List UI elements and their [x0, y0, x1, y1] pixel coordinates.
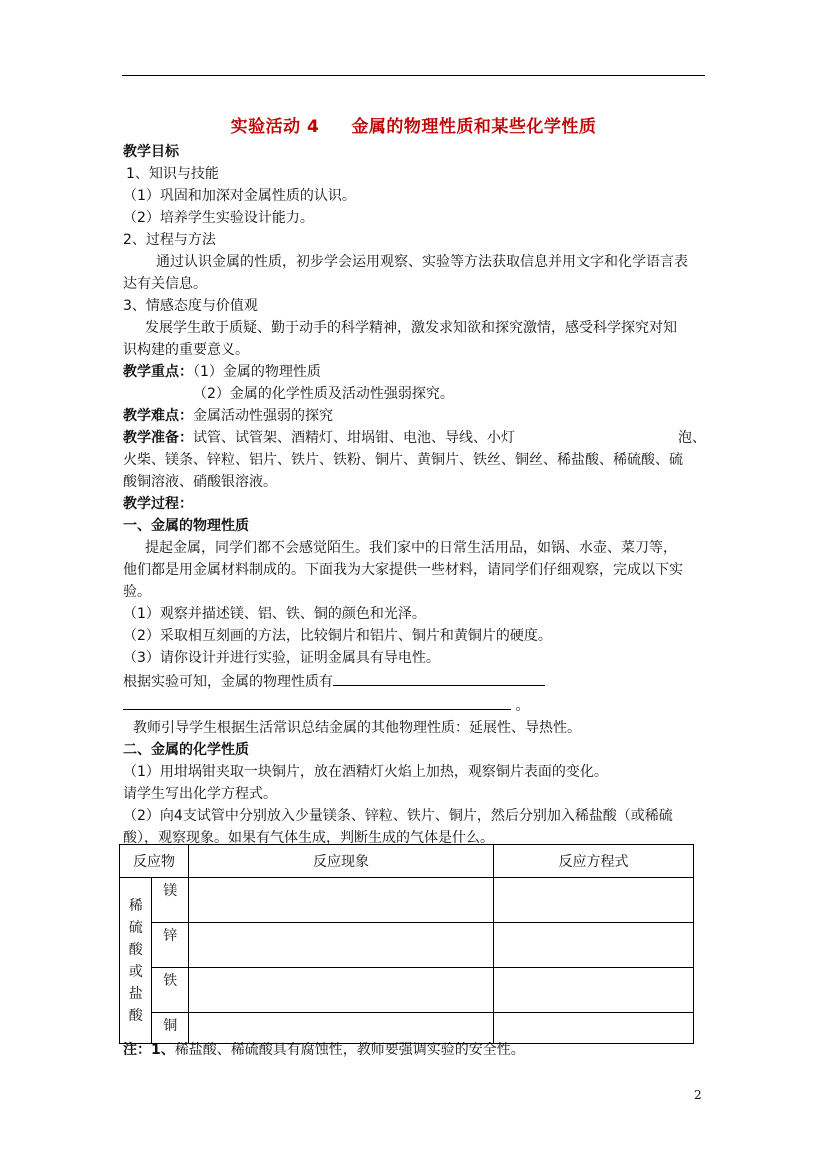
goal-knowledge-a: （1）巩固和加深对金属性质的认识。: [123, 188, 356, 204]
difficulty-label: 教学难点：: [123, 408, 193, 424]
header-reactant: 反应物: [120, 845, 189, 878]
safety-note: [123, 1039, 525, 1061]
section2-heading: 二、金属的化学性质: [123, 742, 249, 758]
phenomenon-cell[interactable]: [189, 878, 494, 923]
preparation-line: [123, 427, 706, 449]
key-points-label: 教学重点：: [123, 364, 193, 380]
section1-conclusion-cont: [123, 693, 706, 717]
goal-knowledge-b: （2）培养学生实验设计能力。: [123, 210, 314, 226]
conclusion-end-mark: 。: [515, 698, 530, 714]
section1-heading: 一、金属的物理性质: [123, 518, 249, 534]
acid-char: 稀: [128, 897, 143, 914]
section1-teacher-note: 教师引导学生根据生活常识总结金属的其他物理性质：延展性、导热性。: [133, 720, 581, 736]
section2-ask: 请学生写出化学方程式。: [123, 786, 277, 802]
preparation-items-tail: 泡、: [678, 430, 706, 446]
section1-intro-cont: 他们都是用金属材料制成的。下面我为大家提供一些材料，请同学们仔细观察，完成以下实: [123, 562, 683, 578]
goal-process-text: 通过认识金属的性质，初步学会运用观察、实验等方法获取信息并用文字和化学语言表: [156, 254, 688, 270]
table-row: [120, 878, 694, 923]
acid-cell: [120, 878, 152, 1044]
goal-emotion-text-cont: 识构建的重要意义。: [123, 342, 249, 358]
table-row: [120, 923, 694, 968]
section1-intro: 提起金属，同学们都不会感觉陌生。我们家中的日常生活用品，如锅、水壶、菜刀等，: [145, 540, 677, 556]
goals-heading: 教学目标: [123, 144, 179, 160]
goal-process-text-cont: 达有关信息。: [123, 276, 207, 292]
preparation-label: 教学准备：: [123, 430, 193, 446]
section1-step3: （3）请你设计并进行实验，证明金属具有导电性。: [123, 650, 440, 666]
acid-char: 硫: [128, 919, 143, 936]
key-point-1: （1）金属的物理性质: [193, 364, 321, 380]
acid-char: 或: [128, 963, 143, 980]
metal-copper: 铜: [152, 1013, 189, 1044]
section1-conclusion: [123, 669, 706, 693]
phenomenon-cell[interactable]: [189, 968, 494, 1013]
table-header-row: [120, 845, 694, 878]
preparation-items-3: 酸铜溶液、硝酸银溶液。: [123, 474, 277, 490]
table-row: [120, 968, 694, 1013]
equation-cell[interactable]: [494, 878, 694, 923]
section1-step2: （2）采取相互刻画的方法，比较铜片和铝片、铜片和黄铜片的硬度。: [123, 628, 552, 644]
header-rule: [122, 75, 705, 76]
preparation-items: 试管、试管架、酒精灯、坩埚钳、电池、导线、小灯: [193, 430, 515, 446]
section2-step1: （1）用坩埚钳夹取一块铜片，放在酒精灯火焰上加热，观察铜片表面的变化。: [123, 764, 608, 780]
section1-intro-end: 验。: [123, 584, 151, 600]
section1-step1: （1）观察并描述镁、铝、铁、铜的颜色和光泽。: [123, 606, 426, 622]
key-point-2: （2）金属的化学性质及活动性强弱探究。: [193, 386, 454, 402]
equation-cell[interactable]: [494, 923, 694, 968]
goal-emotion: 3、情感态度与价值观: [123, 298, 258, 314]
note-text: 稀盐酸、稀硫酸具有腐蚀性，教师要强调实验的安全性。: [174, 1042, 525, 1058]
answer-blank-2[interactable]: [123, 693, 511, 710]
section2-step2: （2）向4支试管中分别放入少量镁条、锌粒、铁片、铜片，然后分别加入稀盐酸（或稀硫: [123, 808, 673, 824]
page-number: 2: [694, 1088, 702, 1102]
answer-blank-1[interactable]: [333, 669, 545, 686]
phenomenon-cell[interactable]: [189, 923, 494, 968]
goal-process: 2、过程与方法: [123, 232, 216, 248]
preparation-left: [123, 427, 515, 449]
key-points-line: [123, 361, 706, 383]
acid-char: 酸: [128, 941, 143, 958]
acid-char: 酸: [128, 1007, 143, 1024]
difficulty-text: 金属活动性强弱的探究: [193, 408, 333, 424]
equation-cell[interactable]: [494, 968, 694, 1013]
acid-char: 盐: [128, 985, 143, 1002]
document-body: [123, 141, 706, 849]
reaction-table: [119, 844, 694, 1044]
goal-emotion-text: 发展学生敢于质疑、勤于动手的科学精神，激发求知欲和探究激情，感受科学探究对知: [145, 320, 677, 336]
metal-magnesium: 镁: [152, 878, 189, 923]
conclusion-text: 根据实验可知，金属的物理性质有: [123, 674, 333, 690]
preparation-items-2: 火柴、镁条、锌粒、铝片、铁片、铁粉、铜片、黄铜片、铁丝、铜丝、稀盐酸、稀硫酸、硫: [123, 452, 683, 468]
process-heading: 教学过程：: [123, 496, 193, 512]
difficulty-line: [123, 405, 706, 427]
header-phenomenon: 反应现象: [189, 845, 494, 878]
metal-iron: 铁: [152, 968, 189, 1013]
header-equation: 反应方程式: [494, 845, 694, 878]
document-title: 实验活动 4 金属的物理性质和某些化学性质: [230, 117, 597, 137]
note-label: 注：1、: [123, 1042, 175, 1058]
section2-step2-cont: 酸），观察现象。如果有气体生成，判断生成的气体是什么。: [123, 830, 494, 846]
metal-zinc: 锌: [152, 923, 189, 968]
goal-knowledge: 1、知识与技能: [126, 166, 219, 182]
